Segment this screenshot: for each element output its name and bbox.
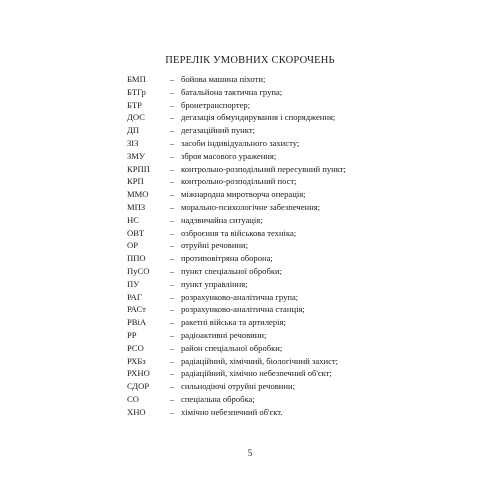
dash-separator: – (169, 176, 175, 187)
dash-separator: – (169, 125, 175, 136)
dash-separator: – (169, 342, 175, 353)
abbreviation: БТР (127, 99, 142, 110)
dash-separator: – (169, 201, 175, 212)
dash-separator: – (169, 99, 175, 110)
definition: розрахунково-аналітична станція; (181, 304, 305, 315)
list-item (127, 163, 467, 176)
abbreviation: ДОС (127, 112, 145, 123)
list-item (127, 342, 467, 355)
definition: контрольно-розподільний пост; (181, 176, 297, 187)
dash-separator: – (169, 291, 175, 302)
definition: пункт спеціальної обробки; (181, 265, 283, 276)
list-item (127, 99, 467, 112)
definition: радіоактивні речовини; (181, 329, 267, 340)
list-item (127, 175, 467, 188)
abbreviation: ЗІЗ (127, 137, 139, 148)
definition: засоби індивідуального захисту; (181, 137, 300, 148)
list-item (127, 393, 467, 406)
abbreviation: ПУ (127, 278, 140, 289)
definition: радіаційний, хімічний, біологічний захист; (181, 355, 339, 366)
list-item (127, 137, 467, 150)
definition: батальйона тактична група; (181, 86, 283, 97)
list-item (127, 406, 467, 419)
dash-separator: – (169, 381, 175, 392)
abbreviation: РАГ (127, 291, 142, 302)
dash-separator: – (169, 150, 175, 161)
dash-separator: – (169, 86, 175, 97)
abbreviation: РСО (127, 342, 144, 353)
list-item (127, 291, 467, 304)
definition: отруйні речовини; (181, 240, 249, 251)
definition: бронетранспортер; (181, 99, 251, 110)
definition: міжнародна миротворча операція; (181, 189, 306, 200)
list-item (127, 265, 467, 278)
list-item (127, 227, 467, 240)
dash-separator: – (169, 227, 175, 238)
dash-separator: – (169, 304, 175, 315)
abbreviation: ОВТ (127, 227, 145, 238)
dash-separator: – (169, 253, 175, 264)
abbreviation: МПЗ (127, 201, 146, 212)
dash-separator: – (169, 74, 175, 84)
dash-separator: – (169, 329, 175, 340)
dash-separator: – (169, 240, 175, 251)
definition: озброєння та військова техніка; (181, 227, 297, 238)
definition: район спеціальної обробки; (181, 342, 283, 353)
abbreviation: ОР (127, 240, 138, 251)
abbreviation: РАСт (127, 304, 146, 315)
list-item (127, 252, 467, 265)
abbreviation: СО (127, 393, 139, 404)
list-item (127, 239, 467, 252)
list-item (127, 303, 467, 316)
definition: бойова машина піхоти; (181, 74, 266, 84)
list-item (127, 73, 467, 86)
abbreviation: КРП (127, 176, 144, 187)
abbreviation: БМП (127, 74, 146, 84)
abbreviation: КРПП (127, 163, 150, 174)
definition: ракетні війська та артилерія; (181, 317, 286, 328)
list-item (127, 188, 467, 201)
definition: дегазація обмундирування і спорядження; (181, 112, 336, 123)
dash-separator: – (169, 278, 175, 289)
dash-separator: – (169, 368, 175, 379)
definition: спеціальна обробка; (181, 393, 255, 404)
abbreviation: РР (127, 329, 137, 340)
abbreviation: ЗМУ (127, 150, 146, 161)
definition: контрольно-розподільний пересувний пункт; (181, 163, 346, 174)
dash-separator: – (169, 189, 175, 200)
definition: хімічно небезпечний об'єкт. (181, 406, 283, 417)
list-item (127, 214, 467, 227)
page-number: 5 (247, 448, 253, 458)
dash-separator: – (169, 214, 175, 225)
list-item (127, 355, 467, 368)
list-item (127, 201, 467, 214)
abbreviation: РВіА (127, 317, 147, 328)
dash-separator: – (169, 393, 175, 404)
definition: пункт управління; (181, 278, 248, 289)
abbreviation: РХНО (127, 368, 150, 379)
abbreviation: ППО (127, 253, 146, 264)
dash-separator: – (169, 163, 175, 174)
dash-separator: – (169, 137, 175, 148)
definition: зброя масового ураження; (181, 150, 277, 161)
list-item (127, 380, 467, 393)
dash-separator: – (169, 112, 175, 123)
definition: сильнодіючі отруйні речовини; (181, 381, 295, 392)
list-item (127, 367, 467, 380)
dash-separator: – (169, 317, 175, 328)
list-item (127, 329, 467, 342)
definition: розрахунково-аналітична група; (181, 291, 299, 302)
list-item (127, 316, 467, 329)
list-item (127, 111, 467, 124)
abbreviation: СДОР (127, 381, 150, 392)
abbreviation: БТГр (127, 86, 146, 97)
dash-separator: – (169, 355, 175, 366)
abbreviation-list (127, 73, 467, 419)
abbreviation: ДП (127, 125, 140, 136)
page-title: ПЕРЕЛІК УМОВНИХ СКОРОЧЕНЬ (165, 55, 335, 66)
abbreviation: НС (127, 214, 139, 225)
dash-separator: – (169, 265, 175, 276)
list-item (127, 150, 467, 163)
definition: радіаційний, хімічно небезпечний об'єкт; (181, 368, 332, 379)
list-item (127, 86, 467, 99)
abbreviation: ММО (127, 189, 149, 200)
abbreviation: РХБз (127, 355, 146, 366)
abbreviation: ПуСО (127, 265, 150, 276)
list-item (127, 278, 467, 291)
definition: морально-психологічне забезпечення; (181, 201, 321, 212)
abbreviation: ХНО (127, 406, 146, 417)
definition: надзвичайна ситуація; (181, 214, 263, 225)
definition: протиповітряна оборона; (181, 253, 273, 264)
list-item (127, 124, 467, 137)
definition: дегазаційний пункт; (181, 125, 255, 136)
dash-separator: – (169, 406, 175, 417)
